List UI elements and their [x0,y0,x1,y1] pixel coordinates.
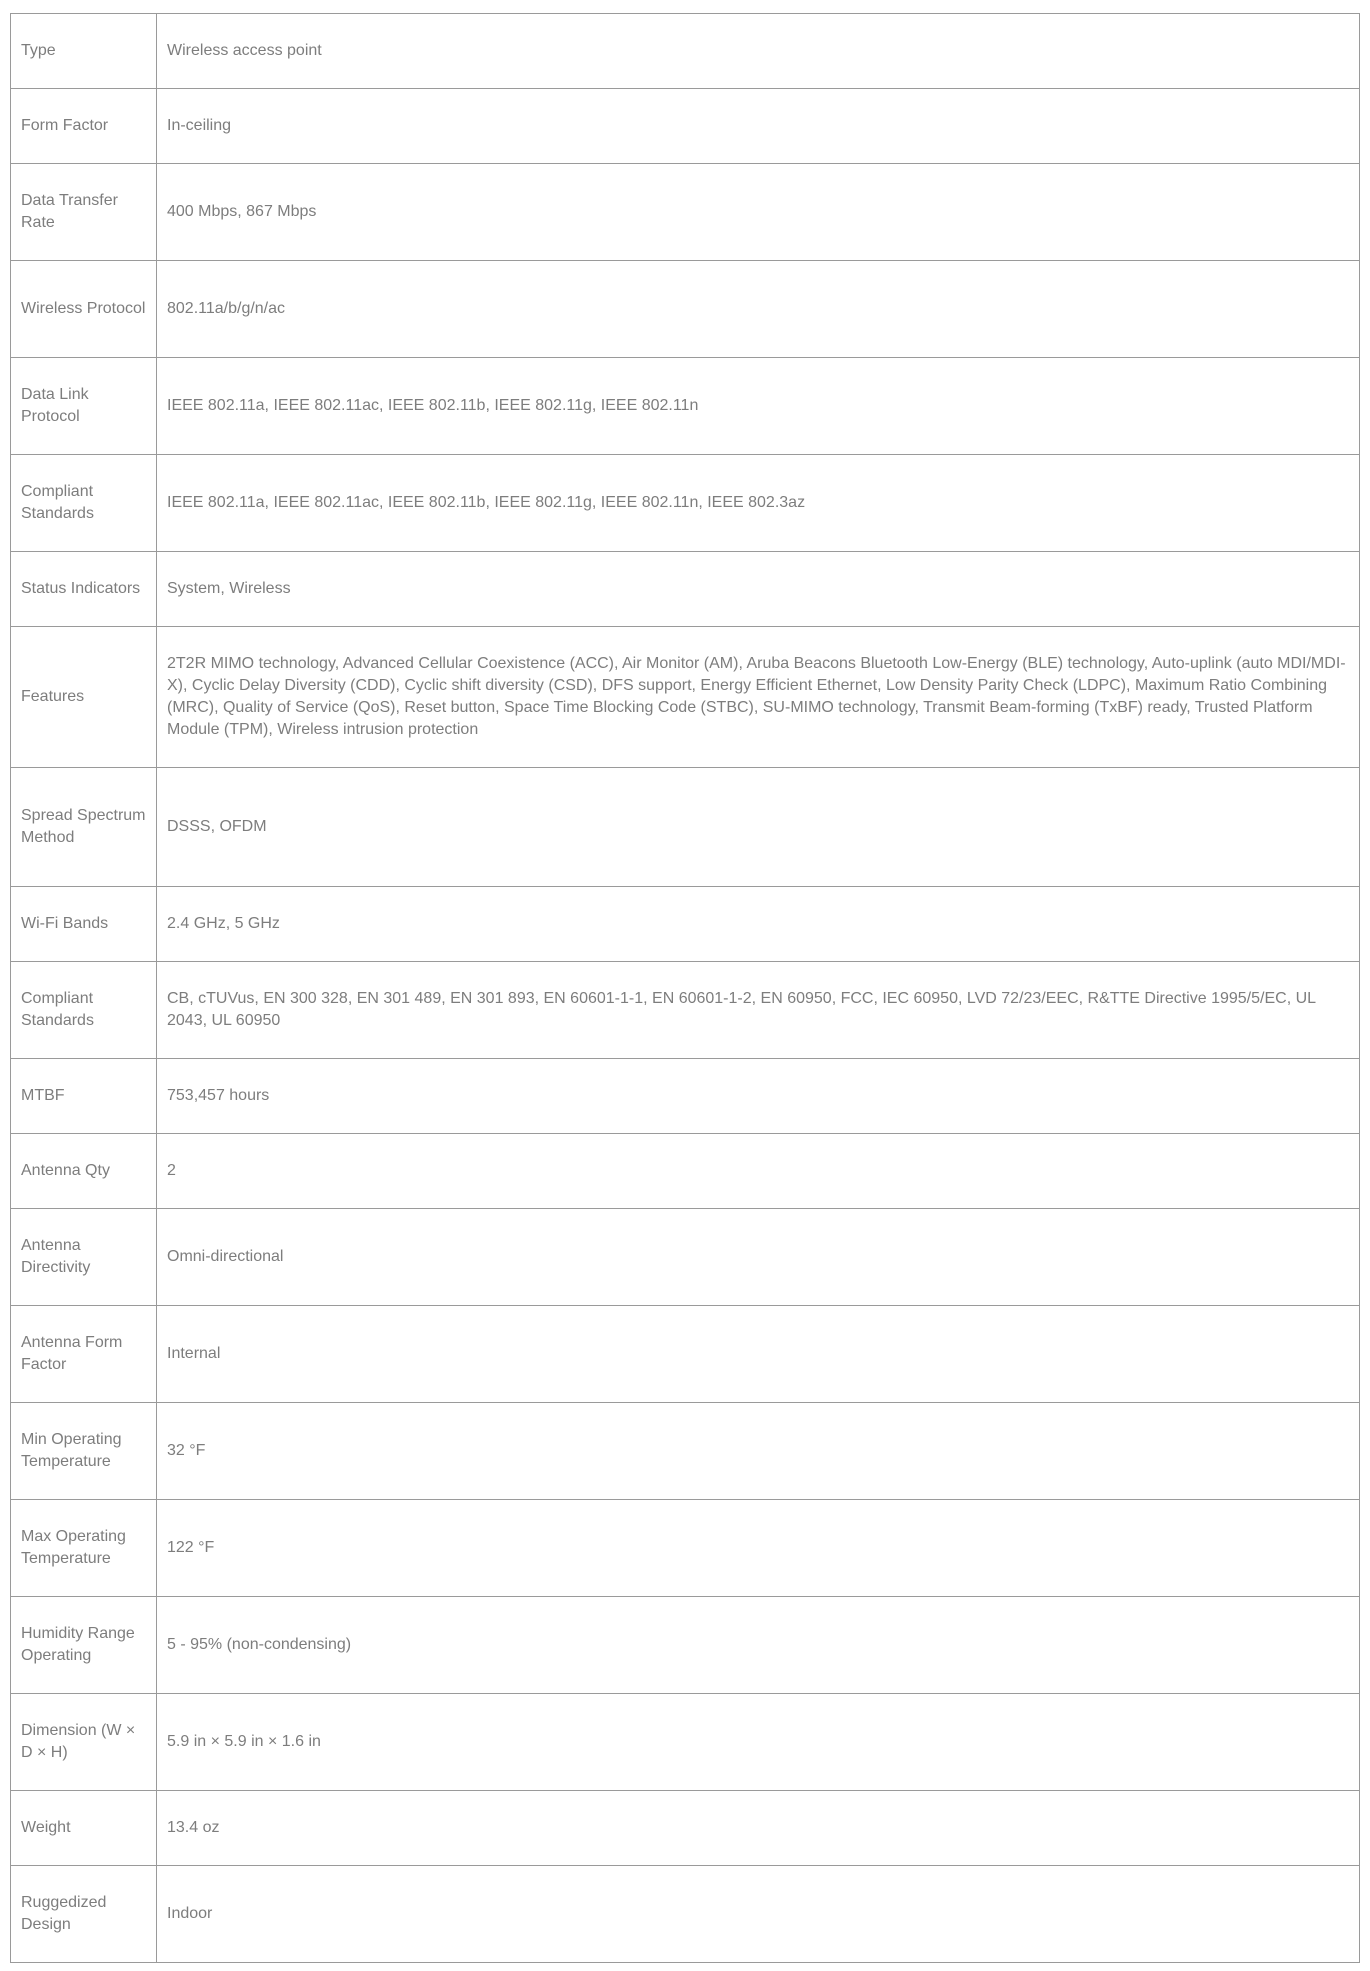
spec-label: Ruggedized Design [11,1866,157,1963]
spec-value: Wireless access point [157,14,1360,89]
spec-label: Type [11,14,157,89]
spec-label: Max Operating Temperature [11,1500,157,1597]
spec-label: Min Operating Temperature [11,1403,157,1500]
spec-value: 2 [157,1134,1360,1209]
spec-value: IEEE 802.11a, IEEE 802.11ac, IEEE 802.11b, IEEE 802.11g, IEEE 802.11n [157,358,1360,455]
spec-label: Antenna Form Factor [11,1306,157,1403]
spec-row-antenna-directivity [11,1209,1360,1306]
spec-row-weight [11,1791,1360,1866]
spec-value: 2.4 GHz, 5 GHz [157,887,1360,962]
spec-label: Antenna Directivity [11,1209,157,1306]
spec-value: 5 - 95% (non-condensing) [157,1597,1360,1694]
spec-value: 122 °F [157,1500,1360,1597]
spec-row-data-link-protocol [11,358,1360,455]
spec-row-humidity-range-operating [11,1597,1360,1694]
spec-value: Indoor [157,1866,1360,1963]
spec-row-compliant-standards-2 [11,962,1360,1059]
spec-label: Dimension (W × D × H) [11,1694,157,1791]
spec-label: Compliant Standards [11,455,157,552]
spec-table [10,13,1360,1963]
spec-label: MTBF [11,1059,157,1134]
spec-row-min-operating-temperature [11,1403,1360,1500]
spec-value: Omni-directional [157,1209,1360,1306]
spec-value: System, Wireless [157,552,1360,627]
spec-label: Compliant Standards [11,962,157,1059]
spec-value: 753,457 hours [157,1059,1360,1134]
spec-row-type [11,14,1360,89]
spec-row-dimension [11,1694,1360,1791]
spec-label: Humidity Range Operating [11,1597,157,1694]
spec-table-body [11,14,1360,1963]
spec-row-antenna-form-factor [11,1306,1360,1403]
spec-label: Antenna Qty [11,1134,157,1209]
spec-row-features [11,627,1360,768]
spec-value: 32 °F [157,1403,1360,1500]
spec-value: DSSS, OFDM [157,768,1360,887]
spec-row-antenna-qty [11,1134,1360,1209]
spec-value: Internal [157,1306,1360,1403]
spec-value: CB, cTUVus, EN 300 328, EN 301 489, EN 301 893, EN 60601-1-1, EN 60601-1-2, EN 60950, FCC, IEC 60950, LVD 72/23/EEC, R&TTE Directive 1995/5/EC, UL 2043, UL 60950 [157,962,1360,1059]
spec-label: Wireless Protocol [11,261,157,358]
spec-value: 400 Mbps, 867 Mbps [157,164,1360,261]
spec-label: Features [11,627,157,768]
spec-value: 2T2R MIMO technology, Advanced Cellular Coexistence (ACC), Air Monitor (AM), Aruba Beacons Bluetooth Low-Energy (BLE) technology, Auto-uplink (auto MDI/MDI-X), Cyclic Delay Diversity (CDD), Cyclic shift diversity (CSD), DFS support, Energy Efficient Ethernet, Low Density Parity Check (LDPC), Maximum Ratio Combining (MRC), Quality of Service (QoS), Reset button, Space Time Blocking Code (STBC), SU-MIMO technology, Transmit Beam-forming (TxBF) ready, Trusted Platform Module (TPM), Wireless intrusion protection [157,627,1360,768]
spec-value: 13.4 oz [157,1791,1360,1866]
spec-label: Spread Spectrum Method [11,768,157,887]
spec-value: 5.9 in × 5.9 in × 1.6 in [157,1694,1360,1791]
spec-value: IEEE 802.11a, IEEE 802.11ac, IEEE 802.11b, IEEE 802.11g, IEEE 802.11n, IEEE 802.3az [157,455,1360,552]
spec-value: 802.11a/b/g/n/ac [157,261,1360,358]
spec-row-compliant-standards [11,455,1360,552]
spec-label: Data Link Protocol [11,358,157,455]
spec-row-mtbf [11,1059,1360,1134]
spec-label: Status Indicators [11,552,157,627]
spec-row-wireless-protocol [11,261,1360,358]
spec-row-form-factor [11,89,1360,164]
spec-row-spread-spectrum-method [11,768,1360,887]
spec-label: Weight [11,1791,157,1866]
spec-row-data-transfer-rate [11,164,1360,261]
spec-row-max-operating-temperature [11,1500,1360,1597]
spec-label: Wi-Fi Bands [11,887,157,962]
spec-row-status-indicators [11,552,1360,627]
spec-label: Data Transfer Rate [11,164,157,261]
spec-value: In-ceiling [157,89,1360,164]
spec-row-ruggedized-design [11,1866,1360,1963]
spec-row-wifi-bands [11,887,1360,962]
spec-label: Form Factor [11,89,157,164]
